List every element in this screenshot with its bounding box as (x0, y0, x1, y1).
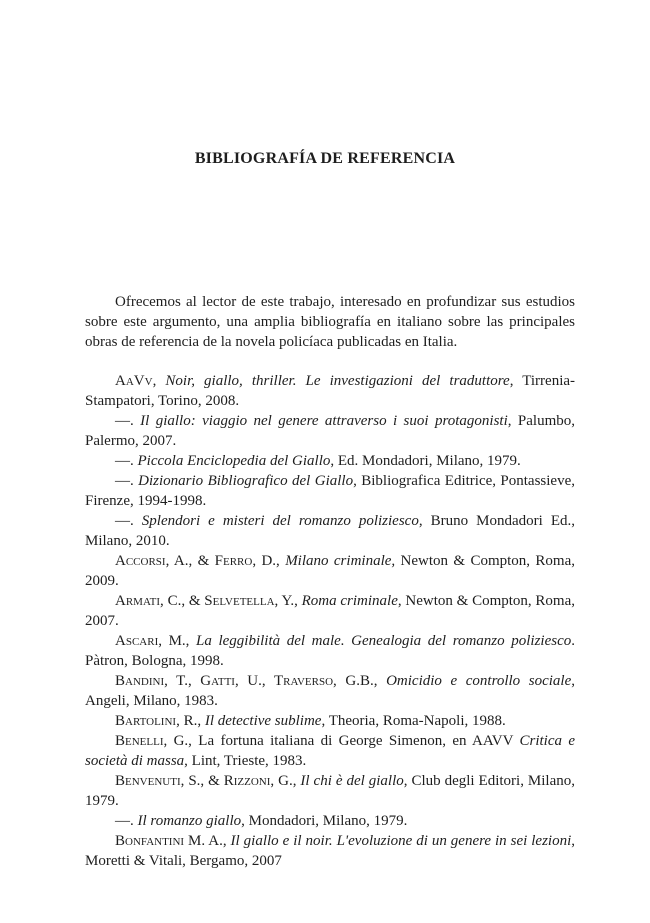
bib-author: —. (115, 513, 134, 529)
intro-paragraph (85, 292, 575, 352)
bib-details: , Mondadori, Milano, 1979. (241, 813, 408, 829)
page-title: BIBLIOGRAFÍA DE REFERENCIA (194, 150, 456, 167)
bib-details: Newton & Compton, Roma, 2009. (85, 553, 575, 589)
bib-entry (85, 511, 575, 551)
bib-title: Il chi è del giallo (300, 773, 404, 789)
bib-details: . Pàtron, Bologna, 1998. (85, 633, 575, 669)
bib-author: —. (115, 813, 134, 829)
bib-details: , Theoria, Roma-Napoli, 1988. (321, 713, 506, 729)
bib-details: , Newton & Compton, Roma, 2007. (85, 593, 576, 629)
bib-title: Noir, giallo, thriller. Le investigazioni del traduttore (165, 373, 510, 389)
bib-title: Il giallo e il noir. L'evoluzione di un genere in sei lezioni (230, 833, 572, 849)
bib-author: Bonfantini M. A., (115, 833, 227, 849)
bib-entry (85, 811, 575, 831)
bib-details: , Lint, Trieste, 1983. (184, 753, 307, 769)
bib-author: Benelli, G., (115, 733, 192, 749)
bib-author: —. (115, 453, 134, 469)
bib-entry (85, 631, 575, 671)
bib-title: Il giallo: viaggio nel genere attraverso i suoi protagonisti (140, 413, 508, 429)
bib-author: Armati, C., & Selvetella, Y., (115, 593, 298, 609)
bib-entry (85, 711, 575, 731)
bib-entry: AaVv, Noir, giallo, thriller. Le investigazioni del traduttore, Tirrenia-Stampatori, Torino, 2008. (85, 373, 576, 409)
bib-details: , Palumbo, Palermo, 2007. (85, 413, 575, 449)
bib-author: —. (115, 473, 134, 489)
bib-details: , Ed. Mondadori, Milano, 1979. (330, 453, 521, 469)
bib-entry (85, 771, 575, 811)
bib-details: , Bruno Mondadori Ed., Milano, 2010. (85, 513, 575, 549)
bib-entry (85, 471, 575, 511)
bib-entry (85, 671, 575, 711)
bib-title: Splendori e misteri del romanzo poliziesco (141, 513, 419, 529)
bib-author: AaVv (115, 373, 153, 389)
bib-details: , Moretti & Vitali, Bergamo, 2007 (85, 833, 576, 869)
bib-entry (85, 551, 575, 591)
bib-author: Ascari, M., (115, 633, 190, 649)
bib-entry (85, 731, 575, 771)
bib-details: , Club degli Editori, Milano, 1979. (85, 773, 576, 809)
bib-author: Accorsi, A., & Ferro, D., (115, 553, 280, 569)
bib-title: Roma criminale (301, 593, 398, 609)
bib-author: Bartolini, R., (115, 713, 202, 729)
bib-title: Il detective sublime (204, 713, 322, 729)
bib-article: La fortuna italiana di George Simenon, en AAVV (191, 733, 520, 749)
bib-title: Milano criminale, (285, 553, 396, 569)
bib-entry (85, 591, 575, 631)
bib-entry (85, 451, 575, 471)
bib-title: La leggibilità del male. Genealogia del romanzo poliziesco (196, 633, 572, 649)
bib-title: Omicidio e controllo sociale (386, 673, 572, 689)
bib-entry (85, 411, 575, 451)
bib-details: , Bibliografica Editrice, Pontassieve, Firenze, 1994-1998. (85, 473, 575, 509)
bibliography-list (85, 371, 575, 871)
intro-text: Ofrecemos al lector de este trabajo, interesado en profundizar sus estudios sobre este argumento, una amplia bibliografía en italiano sobre las principales obras de referencia de la novela policíaca publicadas en Italia. (85, 294, 575, 350)
bib-details: , Tirrenia-Stampatori, Torino, 2008. (85, 373, 576, 409)
bib-title: Il romanzo giallo (137, 813, 242, 829)
bib-author: Benvenuti, S., & Rizzoni, G., (115, 773, 297, 789)
bib-title: Dizionario Bibliografico del Giallo (138, 473, 354, 489)
bib-author: Bandini, T., Gatti, U., Traverso, G.B., (115, 673, 378, 689)
bib-title: Piccola Enciclopedia del Giallo (137, 453, 331, 469)
bib-details: , Angeli, Milano, 1983. (85, 673, 576, 709)
bib-entry (85, 831, 575, 871)
bib-title: Critica e società di massa (85, 733, 575, 769)
bib-author: —. (115, 413, 134, 429)
